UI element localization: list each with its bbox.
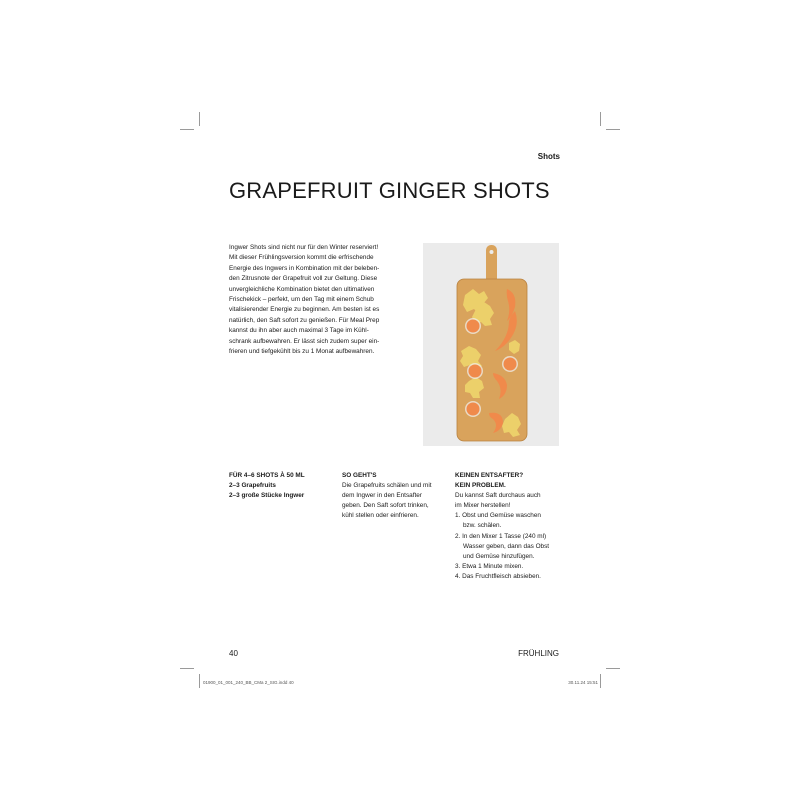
method-line: geben. Den Saft sofort trinken, <box>342 502 429 510</box>
crop-mark <box>606 668 620 669</box>
crop-mark <box>199 674 200 688</box>
tip-heading: KEIN PROBLEM. <box>455 482 506 490</box>
tip-step: bzw. schälen. <box>463 522 502 530</box>
ingredient-item: 2–3 Grapefruits <box>229 482 276 490</box>
method-line: kühl stellen oder einfrieren. <box>342 512 419 520</box>
shot-glass <box>465 318 481 334</box>
shot-glass <box>465 401 481 417</box>
print-slug-file: 01900_01_001_240_BB_CMa 2_SIG.indd 40 <box>203 680 294 685</box>
intro-line: schrank aufbewahren. Er lässt sich zudem super ein- <box>229 337 380 345</box>
intro-line: Mit dieser Frühlingsversion kommt die erfrischende <box>229 254 374 262</box>
method-line: dem Ingwer in den Entsafter <box>342 492 422 500</box>
intro-line: Frischekick – perfekt, um den Tag mit einem Schub <box>229 296 374 304</box>
crop-mark <box>600 674 601 688</box>
running-head: Shots <box>537 152 560 161</box>
intro-line: unvergleichliche Kombination bietet den ultimativen <box>229 285 375 293</box>
crop-mark <box>199 112 200 126</box>
intro-line: vitalisierender Energie zu beginnen. Am besten ist es <box>229 306 380 314</box>
tip-step: 1. Obst und Gemüse waschen <box>455 512 541 520</box>
shot-glass <box>467 363 483 379</box>
intro-line: frieren und tiefgekühlt bis zu 1 Monat aufbewahren. <box>229 348 375 356</box>
method-heading: SO GEHT'S <box>342 472 377 479</box>
recipe-title: GRAPEFRUIT GINGER SHOTS <box>229 178 550 203</box>
tip-step: 4. Das Fruchtfleisch absieben. <box>455 572 541 580</box>
tip-column <box>455 471 567 582</box>
section-name: FRÜHLING <box>518 649 559 658</box>
print-slug-date: 30.11.24 15:51 <box>568 680 598 685</box>
crop-mark <box>180 668 194 669</box>
shot-glass <box>502 356 518 372</box>
intro-text <box>229 243 404 357</box>
method-line: Die Grapefruits schälen und mit <box>342 482 432 490</box>
tip-step: 3. Etwa 1 Minute mixen. <box>455 562 524 570</box>
method-column <box>342 471 454 521</box>
tip-heading: KEINEN ENTSAFTER? <box>455 472 524 479</box>
tip-intro-line: im Mixer herstellen! <box>455 502 511 510</box>
ingredient-item: 2–3 große Stücke Ingwer <box>229 492 305 500</box>
tip-step: und Gemüse hinzufügen. <box>463 552 535 560</box>
tip-step: 2. In den Mixer 1 Tasse (240 ml) <box>455 532 547 540</box>
intro-line: Energie des Ingwers in Kombination mit der beleben- <box>229 264 380 272</box>
page-number: 40 <box>229 649 238 658</box>
intro-line: natürlich, den Saft sofort zu genießen. Für Meal Prep <box>229 316 380 324</box>
crop-mark <box>180 129 194 130</box>
ingredients-heading: FÜR 4–6 SHOTS À 50 ML <box>229 472 305 479</box>
tip-step: Wasser geben, dann das Obst <box>463 542 550 550</box>
tip-intro-line: Du kannst Saft durchaus auch <box>455 492 541 500</box>
crop-mark <box>606 129 620 130</box>
ingredients-column <box>229 471 341 501</box>
intro-line: kannst du ihn aber auch maximal 3 Tage im Kühl- <box>229 327 369 335</box>
intro-line: Ingwer Shots sind nicht nur für den Winter reserviert! <box>229 244 379 251</box>
recipe-photo <box>423 243 559 446</box>
intro-line: den Zitrusnote der Grapefruit voll zur Geltung. Diese <box>229 275 378 283</box>
crop-mark <box>600 112 601 126</box>
